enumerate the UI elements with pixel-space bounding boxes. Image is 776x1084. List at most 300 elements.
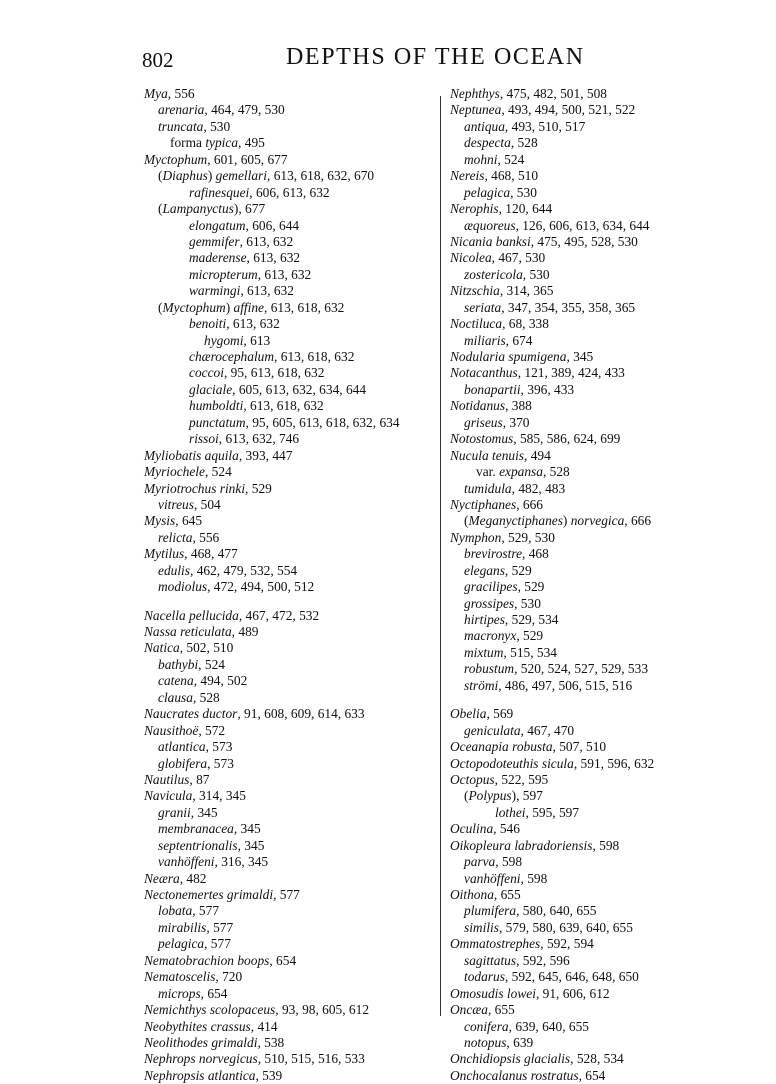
entry-name: Nymphon [450,529,502,545]
entry-page-refs: , 601, 605, 677 [207,151,288,167]
entry-name: Nereis [450,168,485,184]
entry-name: Nectonemertes grimaldi [144,887,274,902]
entry-page-refs: , 467, 530 [491,250,546,266]
entry-page-refs: , 464, 479, 530 [204,102,285,118]
index-entry [144,821,436,837]
entry-name: Lampanyctus [162,201,234,217]
index-entry [450,201,750,217]
entry-name: Nerophis [450,201,499,217]
index-entry [144,1019,436,1035]
entry-page-refs: , 595, 597 [525,804,580,820]
entry-page-refs: , 524 [497,151,525,167]
index-entry [144,563,436,579]
index-entry [144,690,436,706]
index-entry [144,300,436,316]
entry-page-refs: , 468, 477 [184,546,238,562]
entry-page-refs: , 639 [506,1034,534,1050]
entry-name: Myctophum [144,151,208,167]
index-entry [450,102,750,118]
entry-name: Navicula [144,788,193,804]
index-entry [450,723,750,739]
entry-name: Nitzschia [450,283,500,299]
index-entry [450,185,750,201]
index-entry [144,953,436,969]
entry-name: Onchidiopsis glacialis [450,1051,571,1067]
entry-name: Nemichthys scolopaceus [144,1002,276,1018]
entry-page-refs: , 538 [257,1034,285,1050]
entry-name: typica [205,135,239,151]
entry-page-refs: , 677 [238,201,266,217]
entry-page-refs: , 613, 618, 632 [274,349,355,364]
entry-name: Polypus [468,788,512,804]
index-entry [450,152,750,168]
entry-page-refs: , 475, 482, 501, 508 [499,86,607,101]
index-entry [144,481,436,497]
entry-name: griseus [464,414,503,430]
entry-page-refs: , 520, 524, 527, 529, 533 [514,661,649,677]
entry-name: Notidanus [450,398,506,414]
page-number: 802 [142,48,174,72]
index-entry [144,624,436,640]
index-entry [450,86,750,102]
entry-subname: norvegica [570,513,625,529]
entry-page-refs: , 529 [245,480,272,496]
entry-page-refs: , 120, 644 [498,201,553,217]
index-entry [144,448,436,464]
index-entry [144,349,436,365]
index-entry [450,119,750,135]
entry-page-refs: , 577 [204,936,231,952]
entry-page-refs: , 556 [192,529,220,545]
index-entry [144,723,436,739]
entry-page-refs: , 598 [592,837,620,853]
entry-name: Nyctiphanes [450,496,517,512]
letter-section-gap [144,596,436,608]
page-header [142,44,628,84]
index-entry [450,168,750,184]
index-entry [144,283,436,299]
index-entry [450,316,750,332]
index-entry [144,119,436,135]
index-entry [450,563,750,579]
entry-name: Oithona [450,887,494,902]
entry-connector: ) [562,513,571,529]
entry-name: mirabilis [158,919,207,935]
entry-name: Oikopleura labradoriensis [450,837,593,853]
entry-page-refs: , 396, 433 [520,381,575,397]
entry-page-refs: , 495 [238,135,265,151]
entry-name: mixtum [464,644,504,660]
entry-page-refs: , 121, 389, 424, 433 [517,365,625,381]
entry-page-refs: , 316, 345 [214,854,269,870]
index-entry [450,838,750,854]
entry-page-refs: , 522, 595 [494,771,549,787]
entry-name: Oceanapia robusta [450,739,553,755]
entry-page-refs: , 494 [524,447,551,463]
index-entry [450,448,750,464]
entry-connector: ) [225,299,234,315]
entry-page-refs: , 462, 479, 532, 554 [190,562,298,578]
index-entry [144,333,436,349]
index-entry [144,772,436,788]
entry-name: hygomi [204,332,244,348]
entry-name: maderense [189,250,247,266]
entry-name: Noctiluca [450,316,503,332]
entry-name: expansa [499,464,543,480]
entry-page-refs: , 606, 644 [245,217,300,233]
entry-page-refs: , 529, 530 [501,529,555,545]
index-entry [450,1035,750,1051]
entry-name: Nematobrachion boops [144,952,270,968]
index-entry [450,969,750,985]
entry-name: bathybi [158,656,199,672]
index-entry [450,135,750,151]
entry-page-refs: , 345 [566,349,594,364]
entry-page-refs: , 585, 586, 624, 699 [513,431,621,447]
entry-page-refs: , 482, 483 [511,480,566,496]
entry-name: bonapartii [464,381,521,397]
index-entry [450,481,750,497]
index-entry [144,969,436,985]
entry-name: Nicania banksi [450,233,531,249]
entry-page-refs: , 529 [517,579,545,595]
entry-page-refs: , 666 [516,496,543,512]
entry-name: Nacella pellucida [144,607,239,623]
entry-prefix: ( [158,168,163,184]
entry-name: todarus [464,969,505,985]
index-entry [450,854,750,870]
entry-name: mohni [464,151,498,167]
index-entry [450,678,750,694]
index-entry [144,903,436,919]
entry-page-refs: , 592, 596 [516,952,570,968]
entry-name: miliaris [464,332,506,348]
entry-name: pelagica [464,184,511,200]
entry-page-refs: , 475, 495, 528, 530 [530,233,638,249]
entry-page-refs: , 580, 640, 655 [516,903,597,919]
index-entry [450,267,750,283]
entry-page-refs: , 613, 632 [257,266,312,282]
entry-page-refs: , 645 [175,513,203,529]
letter-section-gap [450,694,750,706]
entry-page-refs: , 95, 613, 618, 632 [223,365,325,381]
entry-name: Neolithodes grimaldi [144,1034,258,1050]
index-entry [144,382,436,398]
index-entry [450,349,750,365]
entry-name: lothei [495,804,526,820]
index-entry [144,706,436,722]
entry-page-refs: , 666 [624,513,652,529]
index-entry [450,464,750,480]
entry-page-refs: , 314, 345 [192,788,246,804]
entry-name: Mytilus [144,546,185,562]
entry-prefix: ( [158,201,163,217]
index-entry [450,546,750,562]
entry-name: parva [464,854,496,870]
entry-page-refs: , 345 [190,804,218,820]
index-entry [144,640,436,656]
index-entry [450,513,750,529]
entry-name: microps [158,985,201,1001]
index-entry [450,788,750,804]
index-entry [450,628,750,644]
index-entry [144,546,436,562]
entry-name: clausa [158,689,193,705]
entry-page-refs: , 573 [205,739,233,755]
index-entry [144,185,436,201]
entry-prefix: forma [170,135,206,151]
entry-prefix: ( [158,299,163,315]
entry-page-refs: , 613, 632 [246,250,301,266]
index-entry [144,871,436,887]
entry-page-refs: , 528 [192,689,220,705]
entry-page-refs: , 493, 494, 500, 521, 522 [501,102,636,118]
entry-name: globifera [158,755,208,771]
entry-page-refs: , 524 [198,656,225,672]
entry-name: Obelia [450,706,487,722]
index-entry [450,283,750,299]
entry-page-refs: , 556 [167,86,195,101]
index-entry [144,530,436,546]
entry-page-refs: , 515, 534 [503,644,557,660]
entry-page-refs: , 577 [192,903,220,919]
index-entry [450,218,750,234]
entry-page-refs: , 493, 510, 517 [504,118,586,134]
entry-page-refs: , 345 [233,821,261,837]
entry-name: Octopodoteuthis sicula [450,755,574,771]
entry-page-refs: , 393, 447 [238,447,293,463]
entry-subname: gemellari [215,168,267,184]
entry-page-refs: , 467, 470 [520,722,575,738]
index-entry [144,920,436,936]
entry-name: zostericola [464,266,523,282]
entry-name: Nausithoë [144,722,199,738]
entry-name: Ommatostrephes [450,936,541,952]
entry-name: benoiti [189,316,227,332]
index-entry [144,756,436,772]
entry-name: antiqua [464,118,505,134]
entry-name: Oculina [450,821,494,837]
entry-page-refs: , 613 [243,332,271,348]
index-entry [450,612,750,628]
index-entry [450,1019,750,1035]
entry-name: glaciale [189,381,233,397]
index-entry [144,805,436,821]
entry-page-refs: , 598 [520,870,548,886]
entry-name: Natica [144,640,180,656]
entry-page-refs: , 486, 497, 506, 515, 516 [498,677,633,693]
entry-name: Neptunea [450,102,502,118]
entry-page-refs: , 530 [522,266,550,282]
entry-name: edulis [158,562,190,578]
index-entry [450,300,750,316]
entry-page-refs: , 569 [486,706,514,722]
entry-page-refs: , 530 [510,184,537,200]
entry-page-refs: , 577 [206,919,234,935]
entry-page-refs: , 388 [505,398,532,414]
entry-name: micropterum [189,266,258,282]
entry-name: Diaphus [162,168,208,184]
entry-name: strömi [464,677,499,693]
index-entry [144,1035,436,1051]
index-entry [144,234,436,250]
entry-name: tumidula [464,480,512,496]
entry-name: Nematoscelis [144,969,216,985]
entry-name: Oncæa [450,1002,488,1018]
entry-page-refs: , 613, 618, 632 [264,299,345,315]
index-entry [144,1051,436,1067]
entry-page-refs: , 655 [487,1002,515,1018]
entry-connector: ) [233,201,239,217]
index-entry [450,579,750,595]
entry-page-refs: , 504 [193,496,221,512]
index-entry [144,431,436,447]
entry-page-refs: , 530 [514,595,541,611]
entry-page-refs: , 502, 510 [179,640,234,656]
entry-name: Nephrops norvegicus [144,1051,258,1067]
entry-page-refs: , 592, 594 [540,936,594,952]
entry-page-refs: , 613, 632 [239,233,294,249]
entry-page-refs: , 572 [198,722,226,738]
index-entry [450,953,750,969]
entry-page-refs: , 598 [495,854,523,870]
entry-page-refs: , 482 [179,870,207,886]
index-entry [450,1068,750,1084]
entry-name: Onchocalanus rostratus [450,1067,579,1083]
entry-page-refs: , 528 [542,464,570,480]
index-entry [450,250,750,266]
entry-name: gemmifer [189,233,240,249]
entry-page-refs: , 91, 608, 609, 614, 633 [237,706,365,722]
index-entry [450,739,750,755]
index-entry [450,365,750,381]
entry-page-refs: , 613, 632, 746 [218,431,300,447]
index-entry [144,657,436,673]
entry-name: similis [464,919,499,935]
entry-page-refs: , 539 [255,1067,283,1083]
entry-page-refs: , 314, 365 [499,283,554,299]
index-entry [144,608,436,624]
entry-page-refs: , 530 [203,118,231,134]
entry-name: Nassa reticulata [144,624,232,639]
index-entry [144,135,436,151]
entry-page-refs: , 592, 645, 646, 648, 650 [504,969,639,985]
entry-page-refs: , 577 [273,887,300,902]
entry-page-refs: , 524 [204,464,232,480]
entry-connector: ) [511,788,517,804]
index-entry [450,530,750,546]
entry-name: despecta [464,135,511,151]
entry-name: elegans [464,562,505,578]
entry-name: Nodularia spumigena [450,349,567,364]
entry-name: rissoi [189,431,219,447]
entry-name: Nephthys [450,86,500,101]
entry-name: Mya [144,86,168,101]
index-entry [144,673,436,689]
entry-page-refs: , 489 [231,624,259,639]
entry-prefix: ( [464,513,469,529]
index-entry [450,415,750,431]
running-title: DEPTHS OF THE OCEAN [286,44,585,70]
index-entry [450,986,750,1002]
entry-name: elongatum [189,217,246,233]
entry-page-refs: , 613, 618, 632, 670 [267,168,375,184]
entry-prefix: ( [464,788,469,804]
entry-name: plumifera [464,903,517,919]
entry-page-refs: , 414 [250,1018,278,1034]
index-entry [450,431,750,447]
index-column-right [450,86,750,1084]
index-entry [144,838,436,854]
entry-name: Naucrates ductor [144,706,238,722]
index-entry [450,706,750,722]
entry-name: Notacanthus [450,365,518,381]
index-entry [144,86,436,102]
entry-name: Myriotrochus rinki [144,480,246,496]
index-column-left [144,86,436,1084]
entry-page-refs: , 529, 534 [504,612,559,627]
entry-name: atlantica [158,739,206,755]
index-entry [450,234,750,250]
entry-page-refs: , 87 [189,771,210,787]
entry-name: truncata [158,118,204,134]
index-entry [450,382,750,398]
entry-name: coccoi [189,365,224,381]
index-entry [144,267,436,283]
entry-page-refs: , 345 [237,837,265,853]
entry-page-refs: , 507, 510 [552,739,607,755]
index-entry [144,316,436,332]
index-entry [450,936,750,952]
index-entry [450,497,750,513]
index-entry [450,887,750,903]
entry-page-refs: , 606, 613, 632 [249,184,330,200]
entry-page-refs: , 597 [516,788,543,804]
entry-page-refs: , 68, 338 [502,316,549,332]
index-entry [450,1002,750,1018]
index-entry [450,661,750,677]
entry-name: sagittatus [464,952,517,968]
entry-page-refs: , 591, 596, 632 [573,755,655,771]
entry-name: relicta [158,529,193,545]
index-entry [144,788,436,804]
index-entry [450,756,750,772]
entry-page-refs: , 613, 632 [226,316,280,332]
entry-name: chærocephalum [189,349,275,364]
entry-name: Meganyctiphanes [468,513,563,529]
entry-page-refs: , 468 [522,546,549,562]
entry-prefix: var. [476,464,500,480]
index-entry [450,903,750,919]
index-entry [144,365,436,381]
index-entry [144,398,436,414]
entry-page-refs: , 468, 510 [484,168,539,184]
entry-page-refs: , 546 [493,821,520,837]
entry-name: membranacea [158,821,234,837]
entry-name: Neæra [144,870,180,886]
index-entry [144,168,436,184]
entry-name: humboldti [189,398,244,414]
entry-page-refs: , 605, 613, 632, 634, 644 [232,381,367,397]
entry-name: Octopus [450,771,495,787]
entry-name: macronyx [464,628,517,644]
entry-name: vanhöffeni [464,870,521,886]
entry-name: Nautilus [144,771,190,787]
index-entry [144,415,436,431]
entry-name: Myliobatis aquila [144,447,239,463]
index-entry [450,920,750,936]
entry-name: grossipes [464,595,515,611]
